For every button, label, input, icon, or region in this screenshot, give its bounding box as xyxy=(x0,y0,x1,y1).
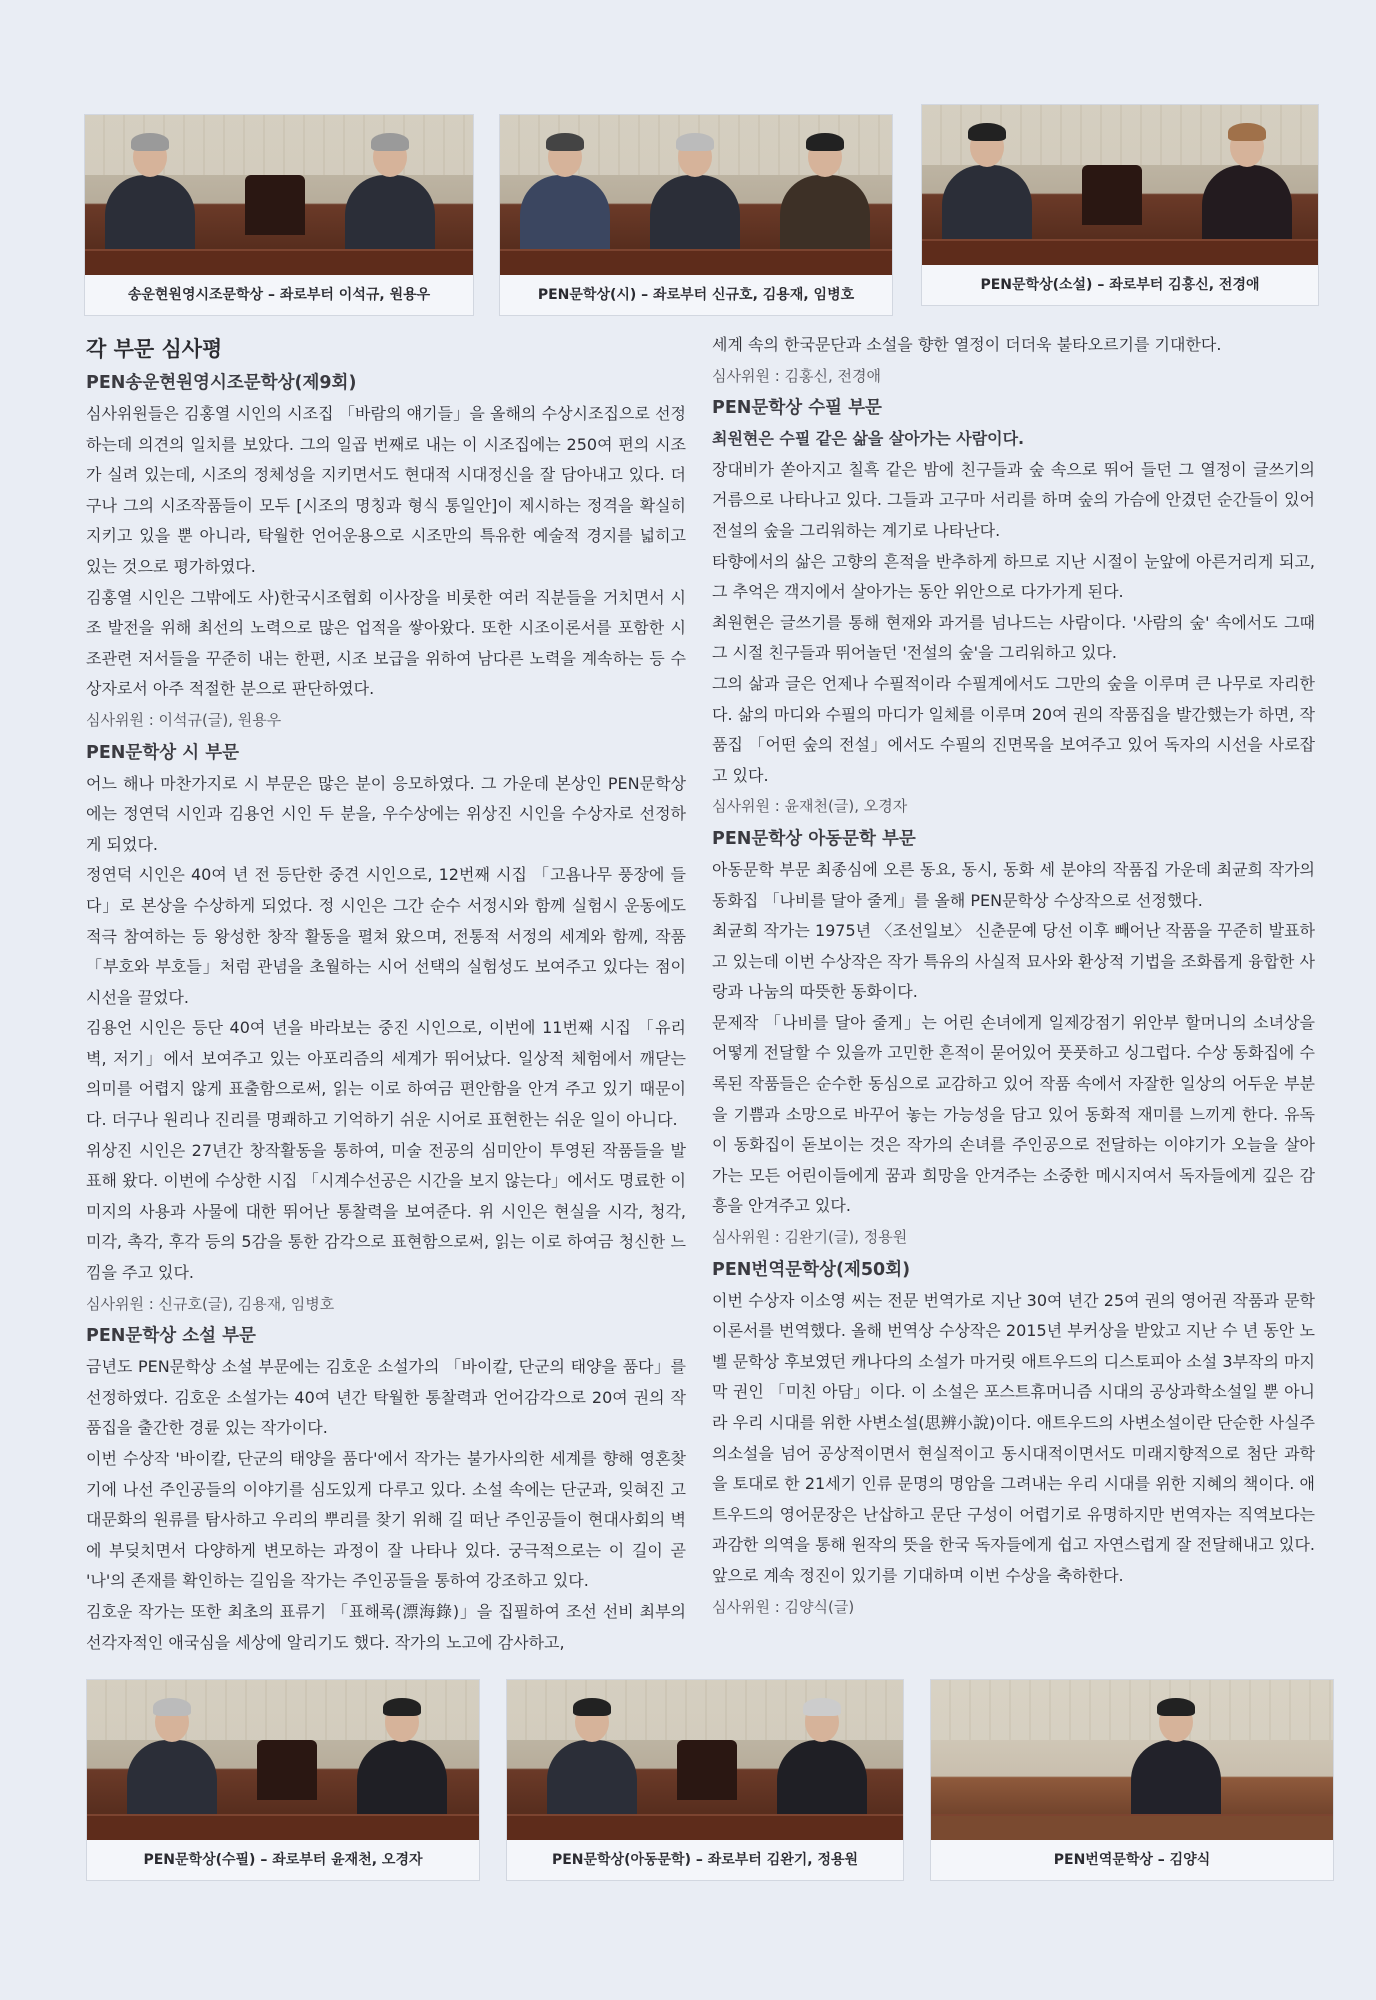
paragraph: 어느 해나 마찬가지로 시 부문은 많은 분이 응모하였다. 그 가운데 본상인 PEN문학상에는 정연덕 시인과 김용언 시인 두 분을, 우수상에는 위상진 시인을 수상자로 선정하게 되었다. xyxy=(86,773,686,854)
judges-line: 심사위원 : 김완기(글), 정용원 xyxy=(712,1228,908,1247)
judges-line: 심사위원 : 신규호(글), 김용재, 임병호 xyxy=(86,1294,335,1313)
paragraph: 문제작 「나비를 달아 줄게」는 어린 손녀에게 일제강점기 위안부 할머니의 소녀상을 어떻게 전달할 수 있을까 고민한 흔적이 묻어있어 풋풋하고 싱그럽다. 수상 동화집에 수록된 작품들은 순수한 동심으로 교감하고 있어 작품 속에서 자잘한 일상의 어두운 부분을 기쁨과 소망으로 바꾸어 놓는 가능성을 담고 있어 동화적 재미를 느끼게 한다. 유독 이 동화집이 돋보이는 것은 작가의 손녀를 주인공으로 전달하는 이야기가 오늘을 살아가는 모든 어린이들에게 꿈과 희망을 안겨주는 소중한 메시지여서 독자들에게 깊은 감흥을 안겨주고 있다. xyxy=(712,1012,1315,1216)
photo-image xyxy=(500,115,892,275)
photo-novel-award xyxy=(922,105,1318,305)
paragraph: 금년도 PEN문학상 소설 부문에는 김호운 소설가의 「바이칼, 단군의 태양을 품다」를 선정하였다. 김호운 소설가는 40여 년간 탁월한 통찰력과 언어감각으로 20여 권의 작품집을 출간한 경륜 있는 작가이다. xyxy=(86,1357,686,1438)
photo-image xyxy=(931,1680,1333,1840)
essay-section-title: PEN문학상 수필 부문 xyxy=(712,398,882,419)
top-photo-row xyxy=(0,115,1376,315)
left-column xyxy=(86,330,686,1658)
right-column xyxy=(712,330,1315,1622)
paragraph: 타향에서의 삶은 고향의 흔적을 반추하게 하므로 지난 시절이 눈앞에 아른거리게 되고, 그 추억은 객지에서 살아가는 동안 위안으로 다가가게 된다. xyxy=(712,551,1315,602)
photo-caption: PEN문학상(아동문학) – 좌로부터 김완기, 정용원 xyxy=(551,1852,859,1868)
photo-image xyxy=(85,115,473,275)
bottom-photo-row xyxy=(0,1680,1376,1880)
photo-translation-award xyxy=(931,1680,1333,1880)
novel-section-title: PEN문학상 소설 부문 xyxy=(86,1326,256,1347)
photo-image xyxy=(87,1680,479,1840)
paragraph: 세계 속의 한국문단과 소설을 향한 열정이 더더욱 불타오르기를 기대한다. xyxy=(712,335,1222,354)
judges-line: 심사위원 : 김홍신, 전경애 xyxy=(712,366,882,385)
paragraph: 최원현은 글쓰기를 통해 현재와 과거를 넘나드는 사람이다. '사람의 숲' 속에서도 그때 그 시절 친구들과 뛰어놀던 '전설의 숲'을 그리워하고 있다. xyxy=(712,612,1315,663)
photo-image xyxy=(922,105,1318,265)
photo-image xyxy=(507,1680,903,1840)
paragraph: 아동문학 부문 최종심에 오른 동요, 동시, 동화 세 분야의 작품집 가운데 최균희 작가의 동화집 「나비를 달아 줄게」를 올해 PEN문학상 수상작으로 선정했다. xyxy=(712,859,1315,910)
judges-line: 심사위원 : 이석규(글), 원용우 xyxy=(86,710,282,729)
paragraph: 김홍열 시인은 그밖에도 사)한국시조협회 이사장을 비롯한 여러 직분들을 거치면서 시조 발전을 위해 최선의 노력으로 많은 업적을 쌓아왔다. 또한 시조이론서를 포함한 시조관련 저서들을 꾸준히 내는 한편, 시조 보급을 위하여 남다른 노력을 계속하는 등 수상자로서 아주 적절한 분으로 판단하였다. xyxy=(86,587,686,699)
photo-caption: PEN문학상(소설) – 좌로부터 김홍신, 전경애 xyxy=(980,277,1260,293)
photo-caption: PEN번역문학상 – 김양식 xyxy=(1053,1852,1211,1868)
paragraph: 이번 수상자 이소영 씨는 전문 번역가로 지난 30여 년간 25여 권의 영어권 작품과 문학이론서를 번역했다. 올해 번역상 수상작은 2015년 부커상을 받았고 지난 수 년 동안 노벨 문학상 후보였던 캐나다의 소설가 마거릿 애트우드의 디스토피아 소설 3부작의 마지막 권인 「미친 아담」이다. 이 소설은 포스트휴머니즘 시대의 공상과학소설일 뿐 아니라 우리 시대를 위한 사변소설(思辨小說)이다. 애트우드의 사변소설이란 단순한 사실주의소설을 넘어 공상적이면서 현실적이고 동시대적이면서도 미래지향적으로 첨단 과학을 토대로 한 21세기 인류 문명의 명암을 그려내는 우리 시대를 위한 지혜의 책이다. 애트우드의 영어문장은 난삽하고 문단 구성이 어렵기로 유명하지만 번역자는 직역보다는 과감한 의역을 통해 원작의 뜻을 한국 독자들에게 쉽고 자연스럽게 잘 전달해내고 있다. 앞으로 계속 정진이 있기를 기대하며 이번 수상을 축하한다. xyxy=(712,1290,1315,1585)
sijo-award-title: PEN송운현원영시조문학상(제9회) xyxy=(86,373,357,393)
paragraph: 이번 수상작 '바이칼, 단군의 태양을 품다'에서 작가는 불가사의한 세계를 향해 영혼찾기에 나선 주인공들의 이야기를 심도있게 다루고 있다. 소설 속에는 단군과, 잊혀진 고대문화의 원류를 탐사하고 우리의 뿌리를 찾기 위해 길 떠난 주인공들이 현대사회의 벽에 부딪치면서 다양하게 변모하는 과정이 잘 나타나 있다. 궁극적으로는 이 길이 곧 '나'의 존재를 확인하는 길임을 작가는 주인공들을 통하여 강조하고 있다. xyxy=(86,1449,686,1591)
poetry-section-title: PEN문학상 시 부문 xyxy=(86,742,240,763)
translation-section-title: PEN번역문학상(제50회) xyxy=(712,1259,911,1280)
photo-essay-award xyxy=(87,1680,479,1880)
paragraph: 위상진 시인은 27년간 창작활동을 통하여, 미술 전공의 심미안이 투영된 작품들을 발표해 왔다. 이번에 수상한 시집 「시계수선공은 시간을 보지 않는다」에서도 명료한 이미지의 사용과 사물에 대한 뛰어난 통찰력을 보여준다. 위 시인은 현실을 시각, 청각, 미각, 촉각, 후각 등의 5감을 통한 감각으로 표현함으로써, 읽는 이로 하여금 청신한 느낌을 주고 있다. xyxy=(86,1140,686,1283)
section-heading: 각 부문 심사평 xyxy=(86,337,223,361)
paragraph: 김호운 작가는 또한 최초의 표류기 「표해록(漂海錄)」을 집필하여 조선 선비 최부의 선각자적인 애국심을 세상에 알리기도 했다. 작가의 노고에 감사하고, xyxy=(86,1601,686,1652)
judges-line: 심사위원 : 김양식(글) xyxy=(712,1597,855,1616)
photo-caption: PEN문학상(수필) – 좌로부터 윤재천, 오경자 xyxy=(143,1852,423,1868)
paragraph: 심사위원들은 김홍열 시인의 시조집 「바람의 얘기들」을 올해의 수상시조집으로 선정하는데 의견의 일치를 보았다. 그의 일곱 번째로 내는 이 시조집에는 250여 편의 시조가 실려 있는데, 시조의 정체성을 지키면서도 현대적 시대정신을 잘 담아내고 있다. 더구나 그의 시조작품들이 모두 [시조의 명칭과 형식 통일안]이 제시하는 정격을 확실히 지키고 있을 뿐 아니라, 탁월한 언어운용으로 시조만의 특유한 예술적 경지를 넓히고 있는 것으로 평가하였다. xyxy=(86,404,686,576)
paragraph: 김용언 시인은 등단 40여 년을 바라보는 중진 시인으로, 이번에 11번째 시집 「유리벽, 저기」에서 보여주고 있는 아포리즘의 세계가 뛰어났다. 일상적 체험에서 깨닫는 의미를 어렵지 않게 표출함으로써, 읽는 이로 하여금 편안함을 안겨 주고 있기 때문이다. 더구나 원리나 진리를 명쾌하고 기억하기 쉬운 시어로 표현한는 쉬운 일이 아니다. xyxy=(86,1018,686,1130)
paragraph: 정연덕 시인은 40여 년 전 등단한 중견 시인으로, 12번째 시집 「고욤나무 풍장에 들다」로 본상을 수상하게 되었다. 정 시인은 그간 순수 서정시와 함께 실험시 운동에도 적극 참여하는 등 왕성한 창작 활동을 펼쳐 왔으며, 전통적 서정의 세계와 함께, 작품 「부호와 부호들」처럼 관념을 초월하는 시어 선택의 실험성도 보여주고 있다는 점이 시선을 끌었다. xyxy=(86,865,686,1007)
paragraph: 최균희 작가는 1975년 〈조선일보〉 신춘문예 당선 이후 빼어난 작품을 꾸준히 발표하고 있는데 이번 수상작은 작가 특유의 사실적 묘사와 환상적 기법을 조화롭게 융합한 사랑과 나눔의 따뜻한 동화이다. xyxy=(712,921,1315,1002)
photo-caption: PEN문학상(시) – 좌로부터 신규호, 김용재, 임병호 xyxy=(537,287,855,303)
paragraph: 그의 삶과 글은 언제나 수필적이라 수필계에서도 그만의 숲을 이루며 큰 나무로 자리한다. 삶의 마디와 수필의 마디가 일체를 이루며 20여 권의 작품집을 발간했는가 하면, 작품집 「어떤 숲의 전설」에서도 수필의 진면목을 보여주고 있어 독자의 시선을 사로잡고 있다. xyxy=(712,673,1315,785)
photo-poetry-award xyxy=(500,115,892,315)
judges-line: 심사위원 : 윤재천(글), 오경자 xyxy=(712,797,908,816)
photo-caption: 송운현원영시조문학상 – 좌로부터 이석규, 원용우 xyxy=(127,287,431,303)
paragraph: 장대비가 쏟아지고 칠흑 같은 밤에 친구들과 숲 속으로 뛰어 들던 그 열정이 글쓰기의 거름으로 나타나고 있다. 그들과 고구마 서리를 하며 숲의 가슴에 안겼던 순간들이 있어 전설의 숲을 그리워하는 계기로 나타난다. xyxy=(712,459,1315,540)
essay-lead: 최원현은 수필 같은 삶을 살아가는 사람이다. xyxy=(712,429,1025,449)
photo-sijo-award xyxy=(85,115,473,315)
photo-children-award xyxy=(507,1680,903,1880)
children-section-title: PEN문학상 아동문학 부문 xyxy=(712,828,916,849)
